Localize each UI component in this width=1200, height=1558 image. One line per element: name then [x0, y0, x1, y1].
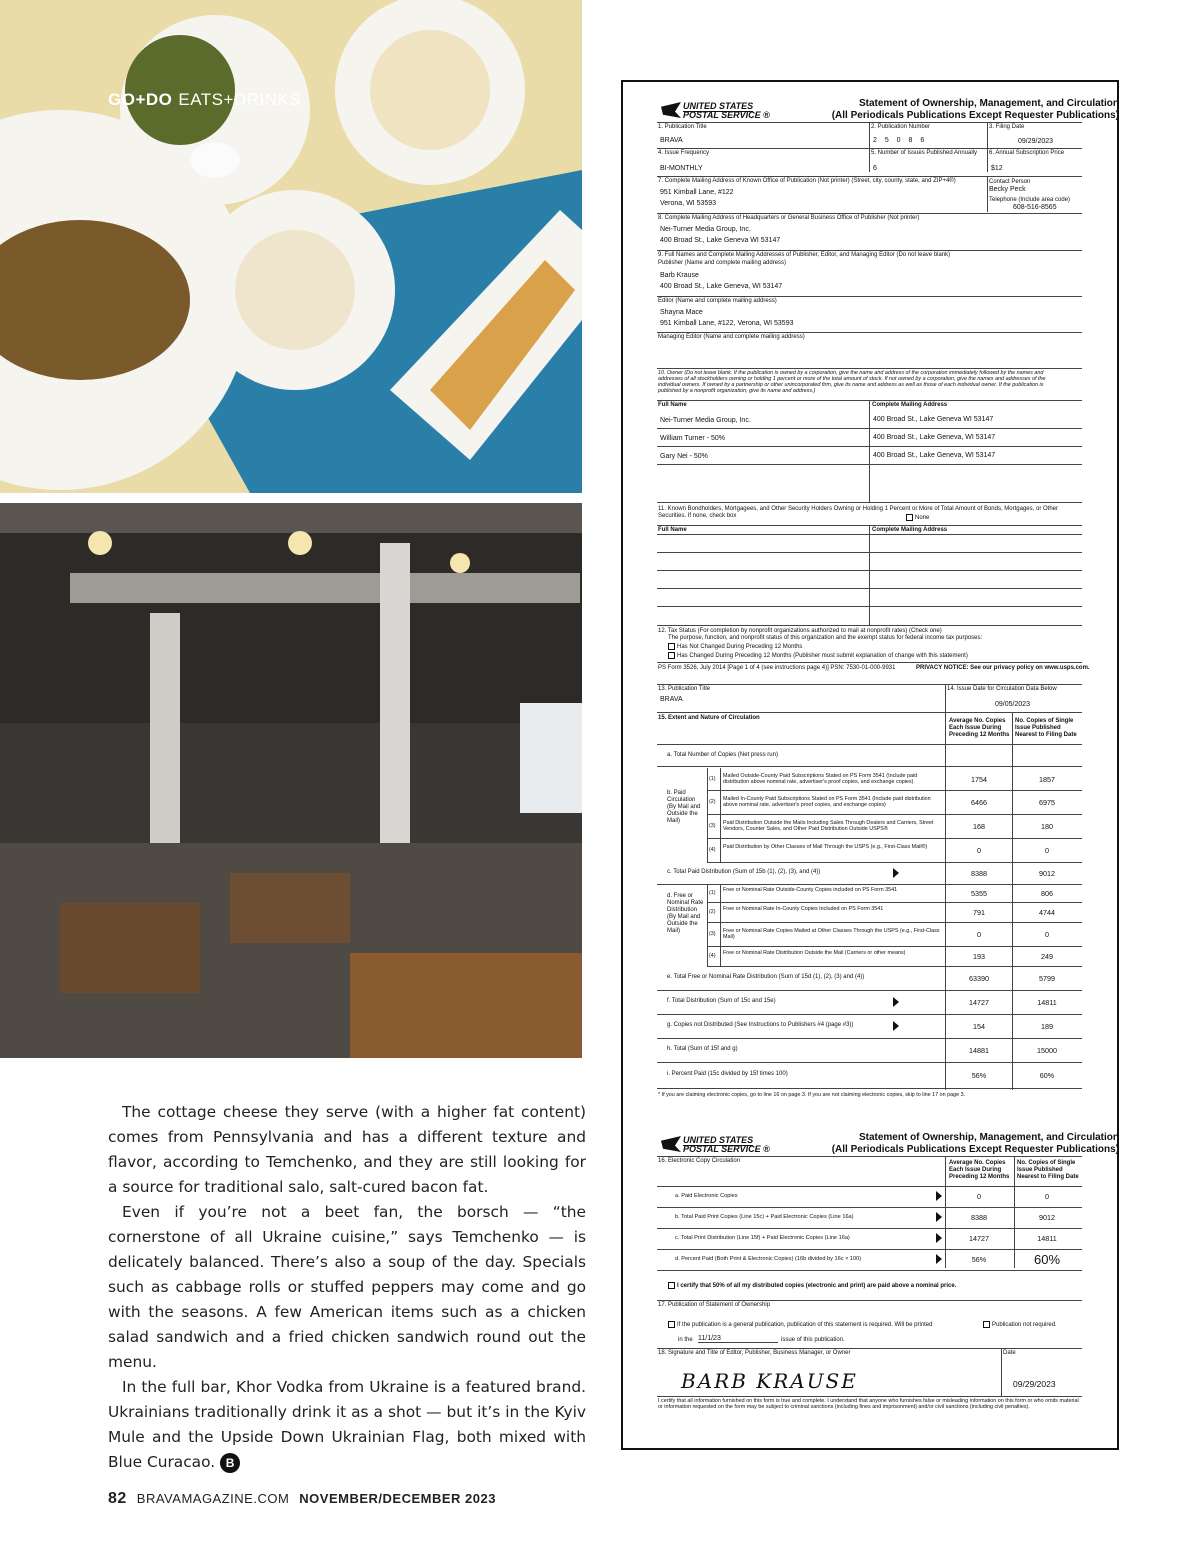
- option-label: If the publication is a general publication, publication of this statement is required. Will be printed: [677, 1322, 933, 1329]
- form-title-line1: Statement of Ownership, Management, and Circulation: [858, 1132, 1119, 1143]
- field-label: 15. Extent and Nature of Circulation: [658, 715, 760, 721]
- table-rule: [657, 1038, 1082, 1039]
- certify-option[interactable]: [668, 1282, 956, 1290]
- average-value: 154: [973, 1022, 985, 1031]
- row-label: Mailed In-County Paid Subscriptions Stated on PS Form 3541 (Include paid distribution above nominal rate, advertiser's proof copies, and exchange copies): [723, 796, 931, 808]
- form-header: [661, 96, 1119, 124]
- table-rule: [707, 790, 708, 814]
- row-label: f. Total Distribution (Sum of 15c and 15e): [667, 998, 776, 1004]
- table-rule: [720, 946, 721, 966]
- field-label: 11. Known Bondholders, Mortgagees, and Other Security Holders Owning or Holding 1 Percent or More of Total Amount of Bonds, Mortgages, or Other Securities. If none, check box: [658, 506, 1058, 519]
- office-address-line2: Verona, WI 53593: [660, 200, 717, 207]
- page-number: 82: [108, 1490, 127, 1507]
- restaurant-photo: [0, 503, 582, 1058]
- checkbox-icon[interactable]: [668, 1321, 675, 1328]
- average-value: 193: [973, 952, 985, 961]
- form-title-line1: Statement of Ownership, Management, and Circulation: [858, 98, 1119, 109]
- none-checkbox[interactable]: [906, 514, 929, 522]
- row-label: g. Copies not Distributed (See Instructions to Publishers #4 (page #3)): [667, 1022, 854, 1028]
- line-number: (2): [709, 799, 716, 805]
- checkbox-icon[interactable]: [906, 514, 913, 521]
- row-label: Paid Distribution Outside the Mails Including Sales Through Dealers and Carriers, Street Vendors, Counter Sales, and Other Paid Distribution Outside USPS®: [723, 820, 934, 832]
- none-label: None: [915, 515, 930, 522]
- row-label: Free or Nominal Rate In-County Copies Included on PS Form 3541: [723, 906, 884, 912]
- arrow-icon: [936, 1233, 942, 1243]
- table-rule: [657, 1014, 1082, 1015]
- line-number: (2): [709, 909, 716, 915]
- owner-instructions: 10. Owner (Do not leave blank. If the publication is owned by a corporation, give the name and address of the corporation immediately followed by the names and addresses of all stockholders owning or holding 1 percent or more of the total amount of stock. If not owned by a corporation, give the names and addresses of the individual owners. If owned by a partnership or other unincorporated firm, give its name and address as well as those of each individual owner. If the publication is published by a nonprofit organization, give its name and address.): [658, 370, 1046, 394]
- table-rule: [657, 464, 1082, 465]
- field-label: 16. Electronic Copy Circulation: [658, 1158, 741, 1164]
- field-label: in the: [678, 1337, 693, 1343]
- table-rule: [707, 838, 708, 862]
- footer-site: BRAVAMAGAZINE.COM: [136, 1491, 290, 1506]
- field-label: The purpose, function, and nonprofit status of this organization and the exempt status for federal income tax purposes:: [668, 635, 983, 641]
- usps-logo: [661, 1134, 771, 1154]
- average-value: 56%: [971, 1255, 987, 1264]
- field-label: 3. Filing Date: [989, 124, 1025, 130]
- table-rule: [707, 922, 708, 946]
- average-value: 0: [977, 930, 981, 939]
- option-label: Has Not Changed During Preceding 12 Months: [677, 644, 803, 651]
- owner-address: 400 Broad St., Lake Geneva, WI 53147: [873, 452, 996, 459]
- field-label: Contact Person: [989, 179, 1031, 185]
- row-label: Free or Nominal Rate Distribution Outside the Mail (Carriers or other means): [723, 950, 906, 956]
- row-label: Free or Nominal Rate Outside-County Copies included on PS Form 3541: [723, 887, 898, 893]
- average-value: 1754: [971, 775, 987, 784]
- hq-address-line2: 400 Broad St., Lake Geneva WI 53147: [660, 237, 781, 244]
- row-label: i. Percent Paid (15c divided by 15f times 100): [667, 1071, 788, 1077]
- field-label: Managing Editor (Name and complete mailing address): [658, 334, 805, 340]
- usps-logo-line1: UNITED STATES: [683, 101, 754, 111]
- table-rule: [657, 1249, 1082, 1250]
- table-rule: [707, 922, 1082, 923]
- field-label: 7. Complete Mailing Address of Known Office of Publication (Not printer) (Street, city, county, state, and ZIP+4®): [658, 178, 956, 184]
- usps-logo-line2: POSTAL SERVICE ®: [683, 110, 770, 120]
- column-header: Average No. Copies Each Issue During Preceding 12 Months: [949, 1160, 1010, 1180]
- form-title-line2: (All Periodicals Publications Except Requester Publications): [831, 110, 1119, 121]
- owner-address: 400 Broad St., Lake Geneva, WI 53147: [873, 434, 996, 441]
- line-number: (4): [709, 847, 716, 853]
- row-label: b. Total Paid Print Copies (Line 15c) + Paid Electronic Copies (Line 16a): [675, 1214, 854, 1220]
- single-issue-value: 15000: [1037, 1046, 1057, 1055]
- single-issue-value: 60%: [1039, 1071, 1055, 1080]
- single-issue-value: 6975: [1039, 798, 1055, 807]
- publication-title: BRAVA: [660, 696, 683, 703]
- editor-address: 951 Kimball Lane, #122, Verona, WI 53593: [660, 320, 794, 327]
- row-label: d. Percent Paid (Both Print & Electronic Copies) (16b divided by 16c × 100): [675, 1256, 862, 1262]
- line-number: (3): [709, 823, 716, 829]
- table-rule: [707, 966, 1082, 967]
- field-label: 4. Issue Frequency: [658, 150, 710, 156]
- average-value: 14881: [969, 1046, 989, 1055]
- table-rule: [657, 1207, 1082, 1208]
- average-value: 8388: [971, 1213, 987, 1222]
- row-label: h. Total (Sum of 15f and g): [667, 1046, 738, 1052]
- owner-address: 400 Broad St., Lake Geneva WI 53147: [873, 416, 994, 423]
- field-label: 12. Tax Status (For completion by nonprofit organizations authorized to mail at nonprofit rates) (Check one): [658, 628, 942, 634]
- page-footer: [108, 1490, 496, 1508]
- telephone: 608-516-8565: [1013, 204, 1057, 211]
- form-title: [779, 98, 1119, 122]
- option-label: Has Changed During Preceding 12 Months (Publisher must submit explanation of change with this statement): [677, 653, 968, 660]
- table-rule: [707, 838, 1082, 839]
- publication-required-option[interactable]: [668, 1321, 932, 1329]
- table-rule: [707, 902, 708, 922]
- line-number: (4): [709, 953, 716, 959]
- table-rule: [720, 838, 721, 862]
- field-label: 8. Complete Mailing Address of Headquarters or General Business Office of Publisher (Not printer): [658, 215, 920, 221]
- form-title-line2: (All Periodicals Publications Except Requester Publications): [831, 1144, 1119, 1155]
- table-rule: [707, 790, 1082, 791]
- average-value: 8388: [971, 869, 987, 878]
- footer-issue: NOVEMBER/DECEMBER 2023: [299, 1491, 496, 1506]
- row-group-label: d. Free or Nominal Rate Distribution (By Mail and Outside the Mail): [667, 893, 704, 934]
- single-issue-value: 249: [1041, 952, 1053, 961]
- eagle-icon: [661, 1136, 681, 1152]
- arrow-icon: [936, 1191, 942, 1201]
- arrow-icon: [893, 868, 899, 878]
- arrow-icon: [936, 1254, 942, 1264]
- average-value: 14727: [969, 998, 989, 1007]
- publisher-name: Barb Krause: [660, 272, 699, 279]
- table-rule: [657, 446, 1082, 447]
- average-value: 14727: [969, 1234, 989, 1243]
- table-rule: [657, 1186, 1082, 1187]
- ps-form-footer: PS Form 3526, July 2014 [Page 1 of 4 (see instructions page 4)] PSN: 7530-01-000-9931: [658, 665, 896, 671]
- owner-name: William Turner - 50%: [660, 435, 725, 442]
- single-issue-value: 0: [1045, 846, 1049, 855]
- table-rule: [720, 902, 721, 922]
- average-value: 0: [977, 846, 981, 855]
- field-label: 14. Issue Date for Circulation Data Below: [947, 686, 1057, 692]
- field-label: 2. Publication Number: [871, 124, 931, 130]
- usps-logo-line2: POSTAL SERVICE ®: [683, 1144, 770, 1154]
- office-address-line1: 951 Kimball Lane, #122: [660, 189, 734, 196]
- average-value: 56%: [971, 1071, 987, 1080]
- section-label: [108, 90, 301, 110]
- field-label: Editor (Name and complete mailing address): [658, 298, 777, 304]
- table-rule: [707, 768, 708, 790]
- row-label: Paid Distribution by Other Classes of Mail Through the USPS (e.g., First-Class Mail®): [723, 844, 928, 850]
- publication-not-required-option[interactable]: [983, 1321, 1057, 1329]
- single-issue-value: 806: [1041, 889, 1053, 898]
- table-rule: [707, 814, 1082, 815]
- single-issue-value: 189: [1041, 1022, 1053, 1031]
- single-issue-value: 4744: [1039, 908, 1055, 917]
- option-label: Publication not required.: [992, 1322, 1057, 1329]
- table-rule: [657, 1270, 1082, 1271]
- eagle-icon: [661, 102, 681, 118]
- table-rule: [657, 1062, 1082, 1063]
- column-header: No. Copies of Single Issue Published Nearest to Filing Date: [1015, 718, 1077, 738]
- form-header: [661, 1130, 1119, 1158]
- field-label: 18. Signature and Title of Editor, Publisher, Business Manager, or Owner: [658, 1350, 851, 1356]
- average-value: 0: [977, 1192, 981, 1201]
- article-paragraph: [108, 1375, 586, 1475]
- table-rule: [720, 884, 721, 902]
- row-label: c. Total Print Distribution (Line 15f) + Paid Electronic Copies (Line 16a): [675, 1235, 850, 1241]
- issue-date: 09/05/2023: [995, 701, 1031, 708]
- table-rule: [707, 946, 708, 966]
- single-issue-value: 1857: [1039, 775, 1055, 784]
- table-rule: [657, 428, 1082, 429]
- contact-person: Becky Peck: [989, 186, 1026, 193]
- single-issue-value: 14811: [1037, 1234, 1057, 1243]
- tax-not-changed-option[interactable]: [668, 643, 802, 651]
- issues-annually: 6: [873, 165, 877, 172]
- checkbox-icon[interactable]: [668, 652, 675, 659]
- table-rule: [707, 862, 1082, 863]
- single-issue-value: 0: [1045, 930, 1049, 939]
- editor-name: Shayna Mace: [660, 309, 703, 316]
- publication-number: 2 5 0 8 6: [873, 137, 928, 144]
- article-paragraph: The cottage cheese they serve (with a higher fat content) comes from Pennsylvania and has a different texture and flavor, according to Temchenko, and they are still looking for a source for traditional salo, salt-cured bacon fat.: [108, 1103, 586, 1196]
- single-issue-value: 9012: [1039, 869, 1055, 878]
- column-header: Average No. Copies Each Issue During Preceding 12 Months: [949, 718, 1010, 738]
- field-label: Publisher (Name and complete mailing address): [658, 260, 787, 266]
- line-number: (1): [709, 890, 716, 896]
- signature: BARB KRAUSE: [681, 1369, 858, 1393]
- signature-date: 09/29/2023: [1013, 1379, 1056, 1389]
- table-rule: [720, 814, 721, 838]
- line-number: (3): [709, 931, 716, 937]
- line-number: (1): [709, 776, 716, 782]
- field-label: 9. Full Names and Complete Mailing Addresses of Publisher, Editor, and Managing Editor (Do not leave blank): [658, 252, 951, 258]
- table-rule: [707, 884, 708, 902]
- table-rule: [720, 790, 721, 814]
- single-issue-value: 180: [1041, 822, 1053, 831]
- row-label: c. Total Paid Distribution (Sum of 15b (1), (2), (3), and (4)): [667, 869, 821, 875]
- single-issue-value: 14811: [1037, 998, 1057, 1007]
- row-label: a. Paid Electronic Copies: [675, 1193, 738, 1199]
- column-header: Full Name: [658, 527, 687, 533]
- row-label: Mailed Outside-County Paid Subscriptions Stated on PS Form 3541 (Include paid distribution above nominal rate, advertiser's proof copies, and exchange copies): [723, 773, 918, 785]
- average-value: 5355: [971, 889, 987, 898]
- row-label: a. Total Number of Copies (Net press run): [667, 752, 778, 758]
- table-rule: [720, 768, 721, 790]
- average-value: 168: [973, 822, 985, 831]
- form-title: [779, 1132, 1119, 1156]
- field-label: 5. Number of Issues Published Annually: [871, 150, 978, 156]
- privacy-notice: PRIVACY NOTICE: See our privacy policy on www.usps.com.: [916, 665, 1090, 671]
- average-value: 6466: [971, 798, 987, 807]
- usps-form-3526: [621, 80, 1119, 1450]
- average-value: 791: [973, 908, 985, 917]
- field-label: Date: [1003, 1350, 1016, 1356]
- article-paragraph-text: In the full bar, Khor Vodka from Ukraine is a featured brand. Ukrainians traditionally drink it as a shot — but it’s in the Kyiv Mule and the Upside Down Ukrainian Flag, both mixed with Blue Curacao.: [108, 1378, 586, 1471]
- tax-changed-option[interactable]: [668, 652, 968, 660]
- single-issue-value: 5799: [1039, 974, 1055, 983]
- article-paragraph: Even if you’re not a beet fan, the borsch — “the cornerstone of all Ukraine cuisine,” says Temchenko — is delicately balanced. There’s also a soup of the day. Specials such as cabbage rolls or stuffed peppers may come and go with the seasons. A few American items such as a chicken salad sandwich and a fried chicken sandwich round out the menu.: [108, 1203, 586, 1371]
- row-label: e. Total Free or Nominal Rate Distribution (Sum of 15d (1), (2), (3) and (4)): [667, 974, 865, 980]
- certification-text: I certify that all information furnished on this form is true and complete. I understand that anyone who furnishes false or misleading information on this form or who omits material or information requested on the form may be subject to criminal sanctions (including fines and imprisonment) and/or civil sanctions (including civil penalties).: [658, 1398, 1079, 1411]
- hq-address-line1: Nei-Turner Media Group, Inc.: [660, 226, 751, 233]
- checkbox-icon[interactable]: [983, 1321, 990, 1328]
- field-label: Telephone (Include area code): [989, 197, 1071, 203]
- arrow-icon: [893, 997, 899, 1007]
- arrow-icon: [893, 1021, 899, 1031]
- owner-name: Nei-Turner Media Group, Inc.: [660, 417, 751, 424]
- field-label: 1. Publication Title: [658, 124, 707, 130]
- subscription-price: $12: [991, 165, 1003, 172]
- option-label: I certify that 50% of all my distributed copies (electronic and print) are paid above a nominal price.: [677, 1283, 957, 1290]
- average-value: 63390: [969, 974, 989, 983]
- arrow-icon: [936, 1212, 942, 1222]
- table-rule: [657, 1228, 1082, 1229]
- table-rule: [707, 946, 1082, 947]
- issue-date-value: 11/1/23: [698, 1335, 778, 1343]
- row-group-label: b. Paid Circulation (By Mail and Outside the Mail): [667, 790, 701, 824]
- column-header: Full Name: [658, 402, 687, 408]
- section-label-sub: EATS+DRINKS: [178, 90, 302, 109]
- table-rule: [657, 1088, 1082, 1089]
- article-body: [108, 1100, 586, 1475]
- usps-logo-line1: UNITED STATES: [683, 1135, 754, 1145]
- field-label: 6. Annual Subscription Price: [989, 150, 1065, 156]
- owner-name: Gary Nei - 50%: [660, 453, 708, 460]
- field-label: 17. Publication of Statement of Ownership: [658, 1302, 771, 1308]
- section-label-main: GO+DO: [108, 90, 173, 109]
- column-header: No. Copies of Single Issue Published Nearest to Filing Date: [1017, 1160, 1079, 1180]
- issue-frequency: BI-MONTHLY: [660, 165, 703, 172]
- publication-title: BRAVA: [660, 137, 683, 144]
- row-label: Free or Nominal Rate Copies Mailed at Other Classes Through the USPS (e.g., First-Class Mail): [723, 928, 940, 940]
- usps-logo: [661, 100, 771, 120]
- field-label: issue of this publication.: [781, 1337, 845, 1343]
- column-header: Complete Mailing Address: [872, 527, 948, 533]
- end-mark-icon: B: [220, 1453, 240, 1473]
- footnote: * If you are claiming electronic copies, go to line 16 on page 3. If you are not claiming electronic copies, skip to line 17 on page 3.: [658, 1092, 966, 1098]
- single-issue-value: 9012: [1039, 1213, 1055, 1222]
- single-issue-value: 60%: [1033, 1252, 1061, 1267]
- table-rule: [707, 814, 708, 838]
- table-rule: [720, 922, 721, 946]
- filing-date: 09/29/2023: [1018, 138, 1054, 145]
- checkbox-icon[interactable]: [668, 1282, 675, 1289]
- table-rule: [707, 902, 1082, 903]
- column-header: Complete Mailing Address: [872, 402, 948, 408]
- single-issue-value: 0: [1045, 1192, 1049, 1201]
- field-label: 13. Publication Title: [658, 686, 711, 692]
- publisher-address: 400 Broad St., Lake Geneva, WI 53147: [660, 283, 783, 290]
- checkbox-icon[interactable]: [668, 643, 675, 650]
- table-rule: [657, 990, 1082, 991]
- food-photo: [0, 0, 582, 493]
